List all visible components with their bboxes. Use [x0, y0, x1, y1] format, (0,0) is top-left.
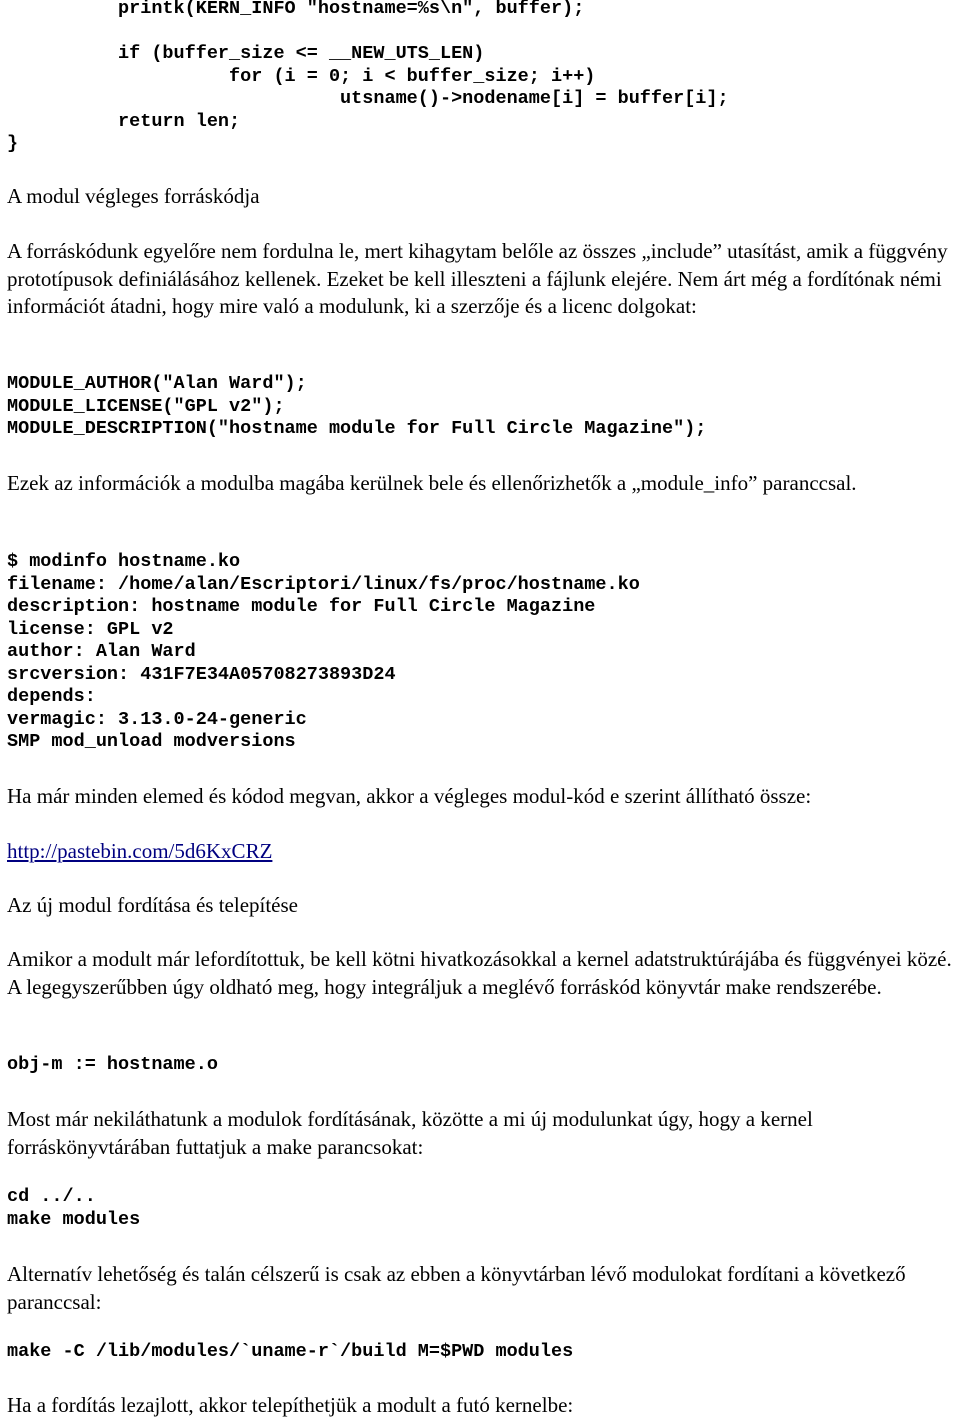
link-row — [7, 838, 960, 866]
code-line: } — [7, 133, 19, 154]
paragraph-text: Ha a fordítás lezajlott, akkor telepíthetjük a modult a futó kernelbe: — [7, 1393, 574, 1417]
code-line: cd ../.. — [7, 1186, 96, 1207]
code-line: license: GPL v2 — [7, 618, 174, 640]
code-line: description: hostname module for Full Circle Magazine — [7, 596, 596, 617]
section-heading-compile-install — [7, 892, 960, 920]
paragraph-text: A forráskódunk egyelőre nem fordulna le, mert kihagytam belőle az összes „include” utasítást, amik a függvény prototípusok definiálásához kellenek. Ezeket be kell illeszteni a fájlunk elejére. Nem árt még a fordítónak némi információt átadni, hogy mire való a modulunk, ki a szerzője és a licenc dolgokat: — [7, 239, 948, 318]
code-line: obj-m := hostname.o — [7, 1054, 218, 1075]
code-line: utsname()->nodename[i] = buffer[i]; — [7, 88, 729, 109]
paragraph-text: Ha már minden elemed és kódod megvan, akkor a végleges modul-kód e szerint állítható össze: — [7, 784, 812, 808]
code-line — [7, 21, 960, 44]
paragraph-text: Amikor a modult már lefordítottuk, be kell kötni hivatkozásokkal a kernel adatstruktúrájába és függvényei közé. A legegyszerűbben úgy oldható meg, hogy integráljuk a meglévő forráskód könyvtár make rendszerébe. — [7, 947, 952, 999]
code-block-module-macros — [7, 373, 960, 441]
code-line: MODULE_AUTHOR("Alan Ward"); — [7, 373, 307, 394]
paragraph-alternative — [7, 1261, 960, 1316]
code-block-modinfo-output — [7, 551, 960, 754]
code-line: depends: — [7, 686, 96, 707]
paragraph-module-info — [7, 470, 960, 498]
code-line: MODULE_LICENSE("GPL v2"); — [7, 395, 285, 417]
heading-text: A modul végleges forráskódja — [7, 184, 260, 208]
code-line: MODULE_DESCRIPTION("hostname module for Full Circle Magazine"); — [7, 418, 707, 439]
heading-text: Az új modul fordítása és telepítése — [7, 893, 298, 917]
code-line: for (i = 0; i < buffer_size; i++) — [7, 65, 596, 87]
code-line: if (buffer_size <= __NEW_UTS_LEN) — [7, 43, 485, 64]
paragraph-linking — [7, 946, 960, 1001]
code-line: author: Alan Ward — [7, 641, 196, 662]
code-line: printk(KERN_INFO "hostname=%s\n", buffer); — [7, 0, 585, 19]
code-line: srcversion: 431F7E34A05708273893D24 — [7, 663, 396, 685]
code-line: SMP mod_unload modversions — [7, 731, 296, 752]
paragraph-compile-modules — [7, 1106, 960, 1161]
paragraph-text: Alternatív lehetőség és talán célszerű is csak az ebben a könyvtárban lévő modulokat fordítani a következő paranccsal: — [7, 1262, 906, 1314]
code-line: return len; — [7, 110, 241, 132]
code-line: make modules — [7, 1208, 141, 1230]
code-block-make — [7, 1186, 960, 1231]
code-line: make -C /lib/modules/`uname-r`/build M=$PWD modules — [7, 1341, 574, 1362]
pastebin-link[interactable]: http://pastebin.com/5d6KxCRZ — [7, 839, 273, 863]
paragraph-include-note — [7, 238, 960, 321]
paragraph-text: Most már nekiláthatunk a modulok fordításának, közötte a mi új modulunkat úgy, hogy a kernel forráskönyvtárában futtatjuk a make parancsokat: — [7, 1107, 813, 1159]
paragraph-text: Ezek az információk a modulba magába kerülnek bele és ellenőrizhetők a „module_info” paranccsal. — [7, 471, 857, 495]
code-line: $ modinfo hostname.ko — [7, 551, 241, 572]
paragraph-install — [7, 1392, 960, 1420]
section-heading-final-source — [7, 183, 960, 211]
code-line: vermagic: 3.13.0-24-generic — [7, 708, 307, 730]
code-block-proc-write — [7, 0, 960, 156]
code-block-make-c — [7, 1341, 960, 1364]
paragraph-final-code — [7, 783, 960, 811]
code-block-objm — [7, 1054, 960, 1077]
code-line: filename: /home/alan/Escriptori/linux/fs/proc/hostname.ko — [7, 573, 640, 595]
